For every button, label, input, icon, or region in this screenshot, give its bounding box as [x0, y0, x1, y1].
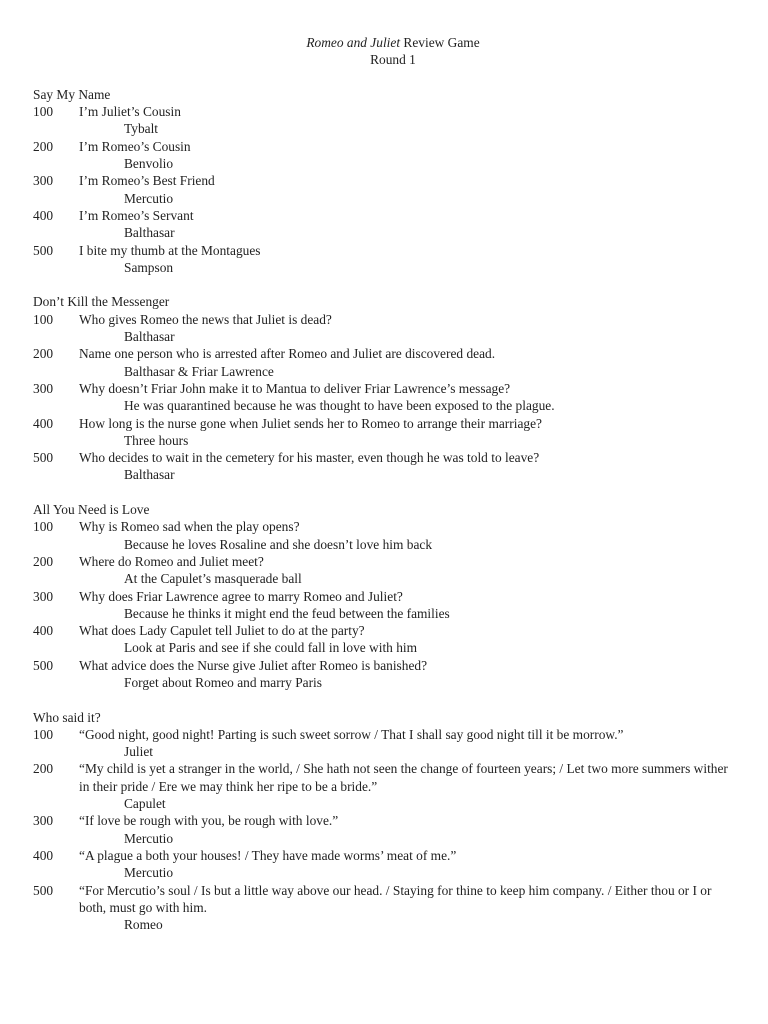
answer-text: Tybalt: [124, 121, 159, 137]
question-text: I’m Romeo’s Cousin: [79, 138, 191, 154]
category-section: [33, 709, 733, 934]
title-play-name: Romeo and Juliet: [306, 35, 401, 50]
question-row: [33, 657, 733, 674]
title-suffix: Review Game: [400, 35, 480, 50]
question-text: How long is the nurse gone when Juliet sends her to Romeo to arrange their marriage?: [79, 415, 542, 431]
point-value: 400: [33, 207, 54, 223]
answer-text: At the Capulet’s masquerade ball: [124, 571, 302, 587]
point-value: 500: [33, 242, 54, 258]
question-text: Why doesn’t Friar John make it to Mantua to deliver Friar Lawrence’s message?: [79, 380, 511, 396]
question-row: [33, 242, 733, 259]
question-row: [33, 882, 733, 917]
question-row: [33, 345, 733, 362]
answer-text: Balthasar: [124, 329, 175, 345]
category-section: [33, 501, 733, 691]
question-row: [33, 760, 733, 795]
question-text: “Good night, good night! Parting is such sweet sorrow / That I shall say good night till it be morrow.”: [79, 726, 624, 742]
category-heading: All You Need is Love: [33, 502, 150, 518]
point-value: 300: [33, 588, 54, 604]
question-text: “My child is yet a stranger in the world, / She hath not seen the change of fourteen years; / Let two more summers wither in their pride / Ere we may think her ripe to be a bride.”: [79, 761, 728, 794]
answer-text: Mercutio: [124, 865, 174, 881]
point-value: 100: [33, 519, 54, 535]
question-row: [33, 588, 733, 605]
answer-text: Because he thinks it might end the feud between the families: [124, 605, 450, 621]
point-value: 200: [33, 346, 54, 362]
point-value: 200: [33, 553, 54, 569]
question-text: Who gives Romeo the news that Juliet is dead?: [79, 311, 332, 327]
question-text: “For Mercutio’s soul / Is but a little way above our head. / Staying for thine to keep him company. / Either thou or I or both, must go with him.: [79, 882, 712, 915]
question-text: I’m Romeo’s Best Friend: [79, 173, 215, 189]
category-section: [33, 86, 733, 276]
point-value: 300: [33, 380, 54, 396]
round-label: Round 1: [370, 52, 416, 68]
question-row: [33, 812, 733, 829]
point-value: 500: [33, 450, 54, 466]
question-row: [33, 518, 733, 535]
answer-text: Benvolio: [124, 156, 174, 172]
question-text: Name one person who is arrested after Romeo and Juliet are discovered dead.: [79, 346, 496, 362]
answer-text: Mercutio: [124, 830, 174, 846]
question-text: I’m Juliet’s Cousin: [79, 104, 181, 120]
category-heading: Say My Name: [33, 86, 111, 102]
question-row: [33, 103, 733, 120]
document-page: [33, 34, 733, 933]
question-row: [33, 415, 733, 432]
point-value: 400: [33, 415, 54, 431]
question-text: Where do Romeo and Juliet meet?: [79, 553, 264, 569]
point-value: 500: [33, 882, 54, 898]
answer-text: Balthasar: [124, 225, 175, 241]
point-value: 400: [33, 847, 54, 863]
question-row: [33, 449, 733, 466]
answer-text: Sampson: [124, 259, 174, 275]
point-value: 300: [33, 173, 54, 189]
question-text: Why is Romeo sad when the play opens?: [79, 519, 300, 535]
question-row: [33, 847, 733, 864]
answer-text: Three hours: [124, 432, 189, 448]
point-value: 400: [33, 623, 54, 639]
document-title: [53, 34, 733, 69]
answer-text: Mercutio: [124, 190, 174, 206]
answer-text: He was quarantined because he was thought to have been exposed to the plague.: [124, 398, 555, 414]
categories-list: [33, 86, 733, 934]
point-value: 100: [33, 726, 54, 742]
question-row: [33, 553, 733, 570]
point-value: 300: [33, 813, 54, 829]
category-heading: Who said it?: [33, 709, 101, 725]
question-row: [33, 207, 733, 224]
answer-text: Balthasar: [124, 467, 175, 483]
question-row: [33, 622, 733, 639]
category-section: [33, 293, 733, 483]
question-row: [33, 726, 733, 743]
question-text: I’m Romeo’s Servant: [79, 207, 194, 223]
point-value: 100: [33, 104, 54, 120]
question-text: “A plague a both your houses! / They have made worms’ meat of me.”: [79, 847, 457, 863]
answer-text: Forget about Romeo and marry Paris: [124, 674, 322, 690]
point-value: 500: [33, 657, 54, 673]
answer-text: Capulet: [124, 796, 166, 812]
title-line: [53, 34, 733, 51]
answer-text: Romeo: [124, 917, 163, 933]
question-text: “If love be rough with you, be rough with love.”: [79, 813, 339, 829]
answer-text: Because he loves Rosaline and she doesn’t love him back: [124, 536, 433, 552]
answer-text: Juliet: [124, 744, 154, 760]
question-row: [33, 138, 733, 155]
question-row: [33, 311, 733, 328]
point-value: 200: [33, 138, 54, 154]
point-value: 100: [33, 311, 54, 327]
answer-text: Balthasar & Friar Lawrence: [124, 363, 274, 379]
question-text: I bite my thumb at the Montagues: [79, 242, 261, 258]
question-row: [33, 380, 733, 397]
question-row: [33, 172, 733, 189]
answer-text: Look at Paris and see if she could fall in love with him: [124, 640, 418, 656]
question-text: Who decides to wait in the cemetery for his master, even though he was told to leave?: [79, 450, 540, 466]
category-heading: Don’t Kill the Messenger: [33, 294, 170, 310]
question-text: What does Lady Capulet tell Juliet to do at the party?: [79, 623, 365, 639]
question-text: What advice does the Nurse give Juliet after Romeo is banished?: [79, 657, 428, 673]
question-text: Why does Friar Lawrence agree to marry Romeo and Juliet?: [79, 588, 403, 604]
point-value: 200: [33, 761, 54, 777]
